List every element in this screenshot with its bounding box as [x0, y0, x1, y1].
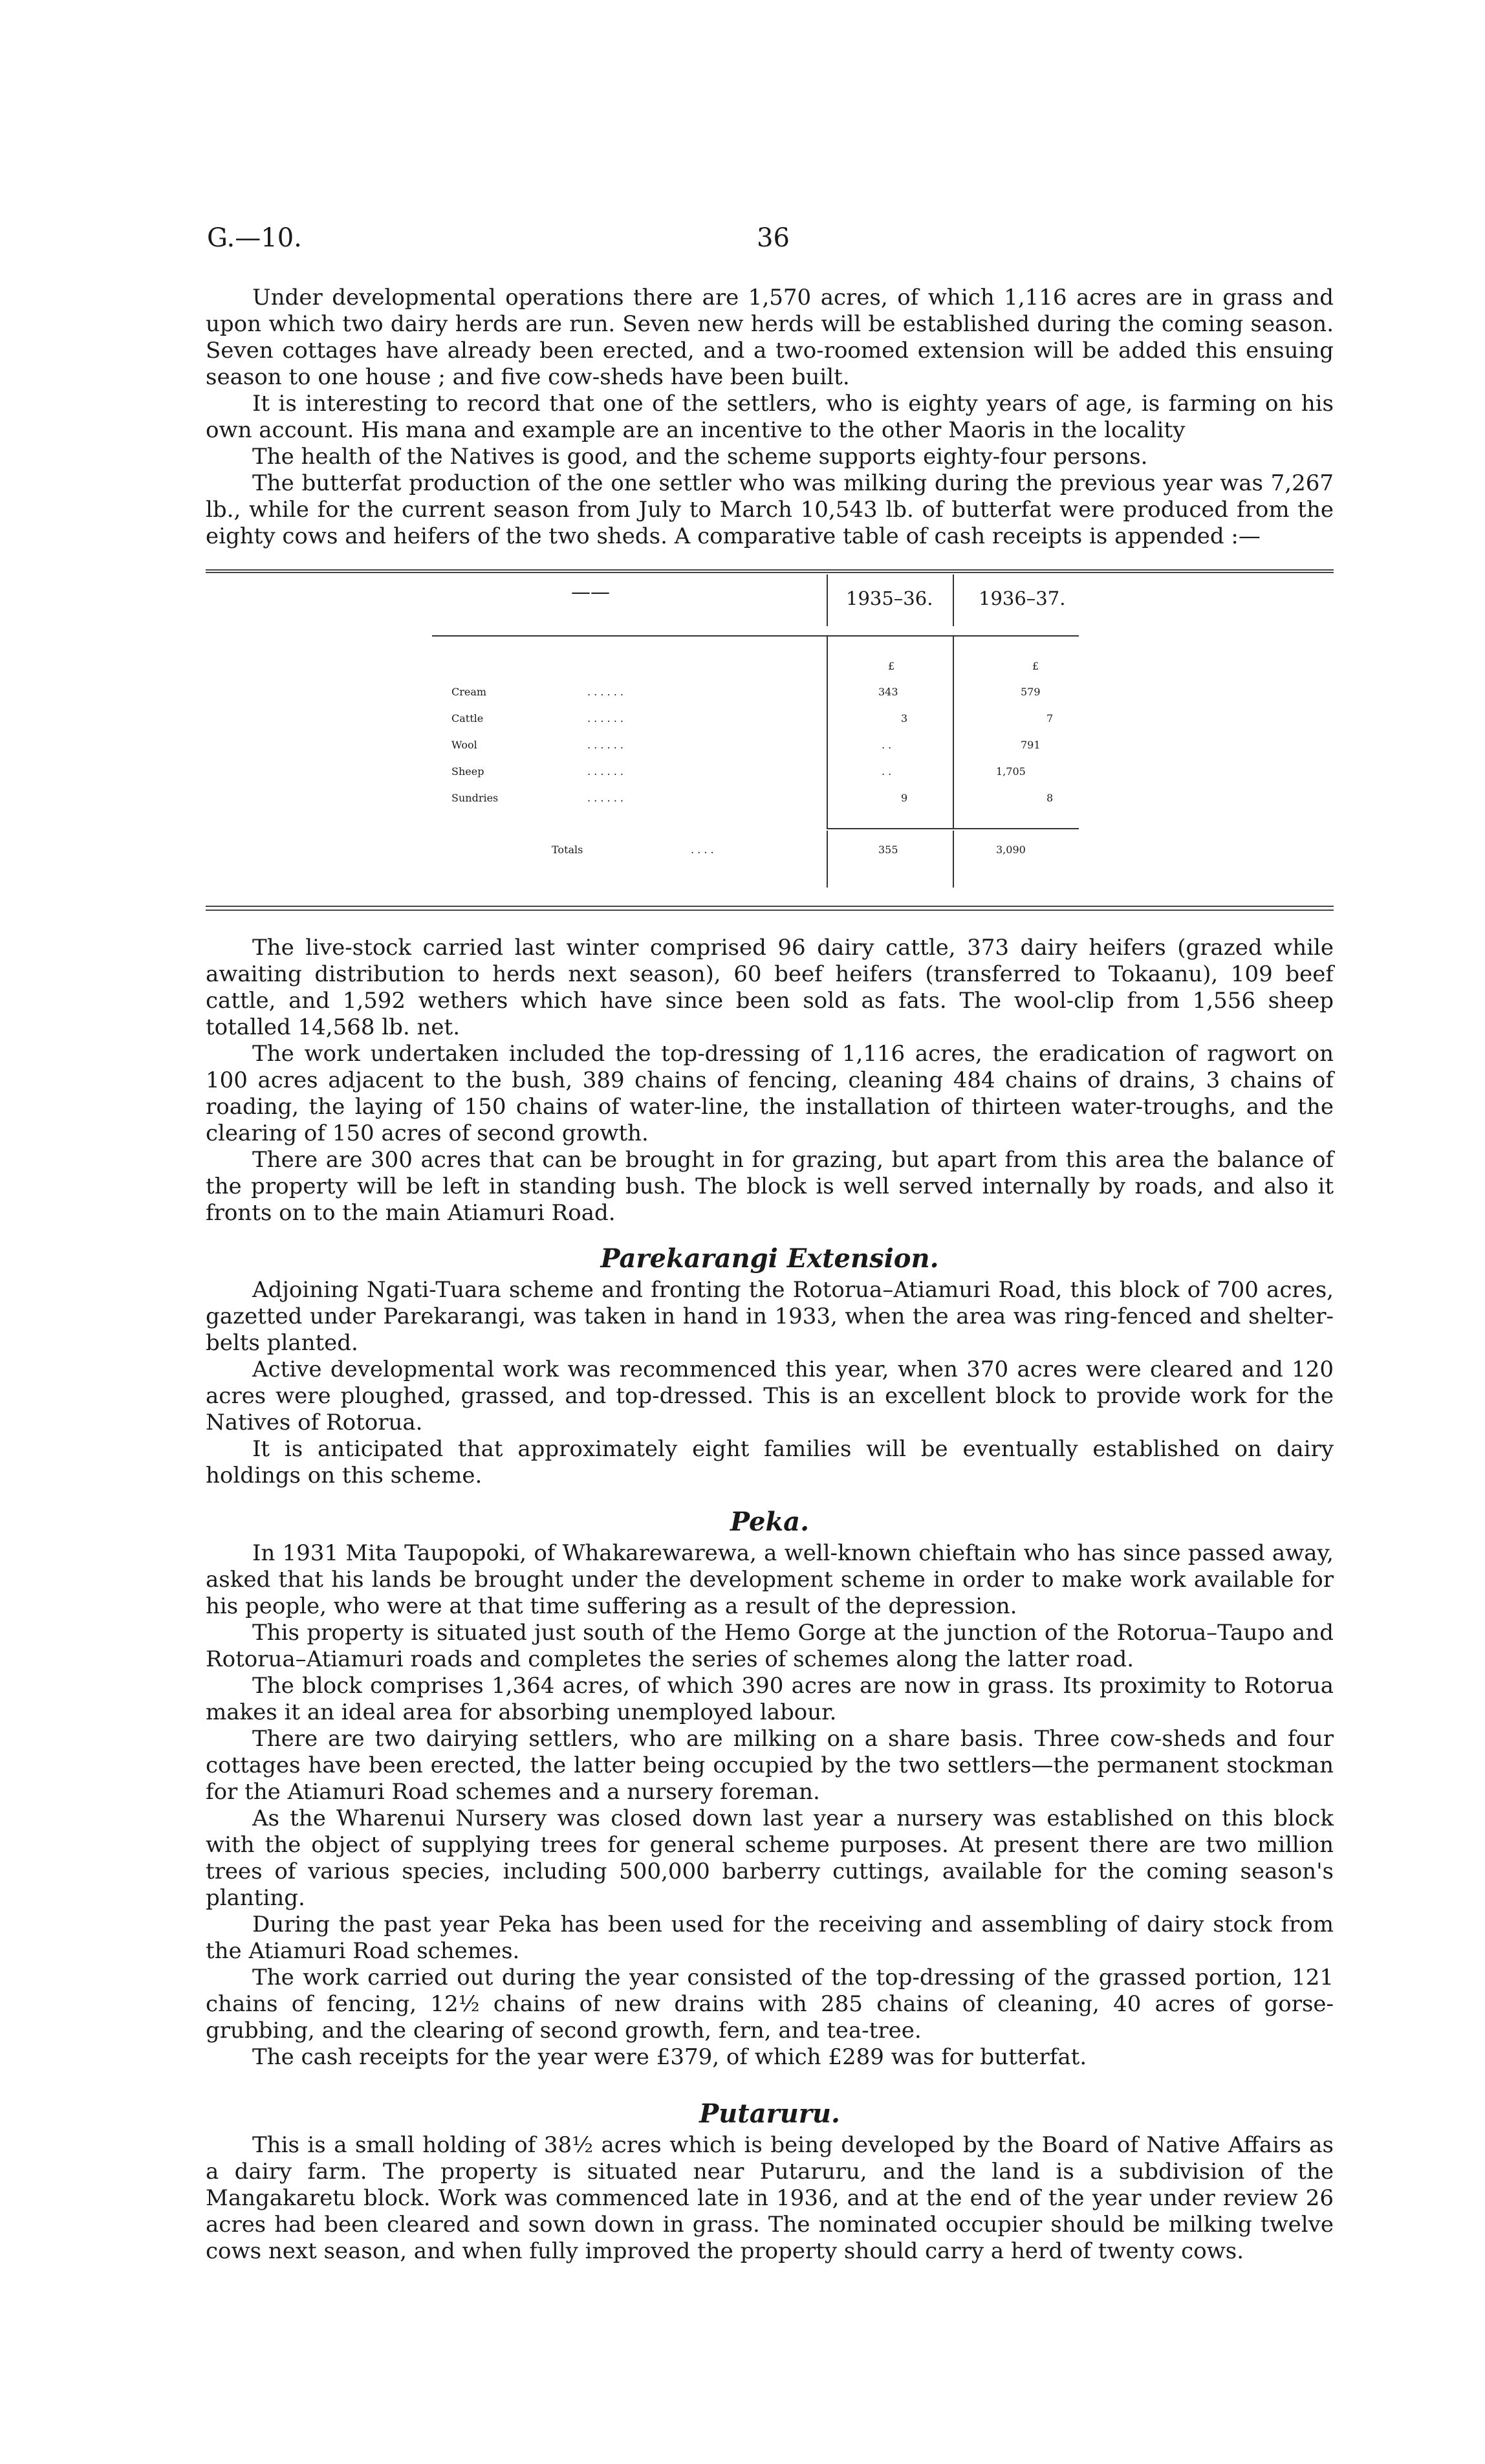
- totals-1935: 355: [878, 844, 898, 856]
- paragraph: The butterfat production of the one settler who was milking during the previous year was 7,267 lb., while for the current season from July to March 10,543 lb. of butterfat were produced from the eighty cows and heifers of the two sheds. A comparative table of cash receipts is appended :—: [206, 470, 1334, 549]
- putaruru-section: [206, 2096, 1334, 2265]
- blank-header: ——: [571, 581, 610, 604]
- table-top-rule: [206, 569, 1334, 571]
- paragraph: This property is situated just south of the Hemo Gorge at the junction of the Rotorua–Taupo and Rotorua–Atiamuri roads and completes the series of schemes along the latter road.: [206, 1620, 1334, 1672]
- row-leader-dots: . . . . . .: [587, 792, 623, 804]
- table-bottom-rule: [206, 906, 1334, 907]
- totals-label: Totals: [552, 844, 583, 856]
- paragraph: Active developmental work was recommenced this year, when 370 acres were cleared and 120 acres were ploughed, grassed, and top-dressed. This is an excellent block to provide work for the Natives of Rotorua.: [206, 1357, 1334, 1435]
- table-bottom-rule-2: [206, 910, 1334, 911]
- row-label: Wool: [451, 739, 477, 751]
- column-divider: [953, 831, 954, 888]
- row-label: Sheep: [451, 765, 484, 778]
- paragraph: The live-stock carried last winter comprised 96 dairy cattle, 373 dairy heifers (grazed while awaiting distribution to herds next season), 60 beef heifers (transferred to Tokaanu), 109 beef cattle, and 1,592 wethers which have since been sold as fats. The wool-clip from 1,556 sheep totalled 14,568 lb. net.: [206, 935, 1334, 1040]
- paragraph: There are two dairying settlers, who are milking on a share basis. Three cow-sheds and four cottages have been erected, the latter being occupied by the two settlers—the permanent stockman for the Atiamuri Road schemes and a nursery foreman.: [206, 1726, 1334, 1805]
- paragraph: The health of the Natives is good, and the scheme supports eighty-four persons.: [252, 444, 1148, 470]
- document-reference: G.—10.: [207, 223, 302, 253]
- column-divider: [827, 831, 828, 888]
- row-value-1936: 791: [1021, 739, 1041, 751]
- cash-receipts-table: [206, 569, 1334, 915]
- table-top-rule-2: [206, 572, 1334, 573]
- peka-section: [206, 1504, 1334, 2071]
- row-label: Sundries: [451, 792, 499, 804]
- paragraph: This is a small holding of 38½ acres which is being developed by the Board of Native Affairs as a dairy farm. The property is situated near Putaruru, and the land is a subdivision of the Mangakaretu block. Work was commenced late in 1936, and at the end of the year under review 26 acres had been cleared and sown down in grass. The nominated occupier should be milking twelve cows next season, and when fully improved the property should carry a herd of twenty cows.: [206, 2132, 1334, 2264]
- currency-1936: £: [1032, 660, 1039, 672]
- row-value-1936: 7: [1046, 712, 1054, 725]
- livestock-section: [206, 935, 1334, 1227]
- row-label: Cattle: [451, 712, 484, 725]
- column-divider: [953, 635, 954, 829]
- totals-1936: 3,090: [996, 844, 1026, 856]
- currency-1935: £: [888, 660, 895, 672]
- section-heading: Putaruru.: [699, 2099, 840, 2129]
- header-rule: [432, 635, 1079, 637]
- column-divider: [827, 574, 828, 626]
- row-value-1936: 8: [1046, 792, 1054, 804]
- column-divider: [827, 635, 828, 829]
- row-value-1935: 343: [878, 686, 898, 698]
- row-value-1935: 3: [901, 712, 908, 725]
- paragraph: In 1931 Mita Taupopoki, of Whakarewarewa, a well-known chieftain who has since passed away, asked that his lands be brought under the development scheme in order to make work available for his people, who were at that time suffering as a result of the depression.: [206, 1540, 1334, 1619]
- row-value-1935: 9: [901, 792, 908, 804]
- paragraph: During the past year Peka has been used for the receiving and assembling of dairy stock from the Atiamuri Road schemes.: [206, 1912, 1334, 1964]
- row-value-1935: . .: [882, 739, 892, 751]
- row-leader-dots: . . . . . .: [587, 686, 623, 698]
- column-header-1935: 1935–36.: [846, 587, 933, 609]
- section-heading: Parekarangi Extension.: [600, 1243, 939, 1274]
- paragraph: The block comprises 1,364 acres, of which 390 acres are now in grass. Its proximity to Rotorua makes it an ideal area for absorbing unemployed labour.: [206, 1673, 1334, 1725]
- row-value-1935: . .: [882, 765, 892, 778]
- row-leader-dots: . . . . . .: [587, 712, 623, 725]
- column-header-1936: 1936–37.: [979, 587, 1066, 609]
- section-heading: Peka.: [730, 1507, 809, 1537]
- paragraph: It is interesting to record that one of the settlers, who is eighty years of age, is farming on his own account. His mana and example are an incentive to the other Maoris in the locality: [206, 391, 1334, 443]
- row-leader-dots: . . . . . .: [587, 739, 623, 751]
- totals-rule: [827, 828, 953, 829]
- row-leader-dots: . . . . . .: [587, 765, 623, 778]
- paragraph: Adjoining Ngati-Tuara scheme and fronting the Rotorua–Atiamuri Road, this block of 700 acres, gazetted under Parekarangi, was taken in hand in 1933, when the area was ring-fenced and shelter-belts planted.: [206, 1277, 1334, 1356]
- totals-rule: [953, 828, 1079, 829]
- paragraph: The cash receipts for the year were £379, of which £289 was for butterfat.: [252, 2044, 1087, 2070]
- row-label: Cream: [451, 686, 487, 698]
- paragraph: The work undertaken included the top-dressing of 1,116 acres, the eradication of ragwort on 100 acres adjacent to the bush, 389 chains of fencing, cleaning 484 chains of drains, 3 chains of roading, the laying of 150 chains of water-line, the installation of thirteen water-troughs, and the clearing of 150 acres of second growth.: [206, 1041, 1334, 1146]
- intro-section: [206, 285, 1334, 550]
- paragraph: It is anticipated that approximately eight families will be eventually established on dairy holdings on this scheme.: [206, 1436, 1334, 1488]
- paragraph: Under developmental operations there are 1,570 acres, of which 1,116 acres are in grass and upon which two dairy herds are run. Seven new herds will be established during the coming season. Seven cottages have already been erected, and a two-roomed extension will be added this ensuing season to one house ; and five cow-sheds have been built.: [206, 285, 1334, 390]
- page-header: [207, 223, 1332, 262]
- totals-leader-dots: . . . .: [691, 844, 714, 856]
- paragraph: The work carried out during the year consisted of the top-dressing of the grassed portion, 121 chains of fencing, 12½ chains of new drains with 285 chains of cleaning, 40 acres of gorse-grubbing, and the clearing of second growth, fern, and tea-tree.: [206, 1965, 1334, 2044]
- page-number: 36: [757, 223, 790, 253]
- paragraph: As the Wharenui Nursery was closed down last year a nursery was established on this block with the object of supplying trees for general scheme purposes. At present there are two million trees of various species, including 500,000 barberry cuttings, available for the coming season's planting.: [206, 1805, 1334, 1911]
- parekarangi-section: [206, 1241, 1334, 1489]
- row-value-1936: 579: [1021, 686, 1041, 698]
- row-value-1936: 1,705: [996, 765, 1026, 778]
- column-divider: [953, 574, 954, 626]
- paragraph: There are 300 acres that can be brought in for grazing, but apart from this area the balance of the property will be left in standing bush. The block is well served internally by roads, and also it fronts on to the main Atiamuri Road.: [206, 1147, 1334, 1226]
